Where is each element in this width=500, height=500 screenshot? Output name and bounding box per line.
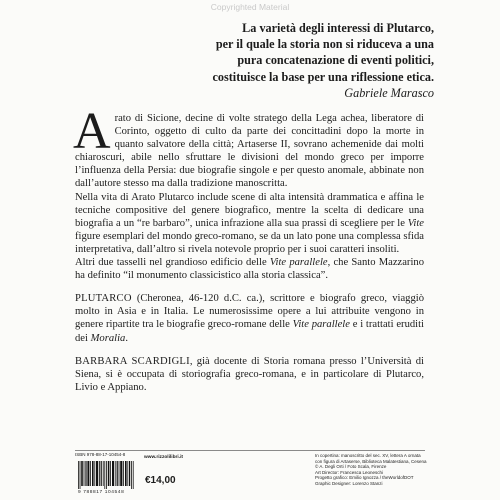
credit-line: Graphic Designer: Lorenzo Stanzi bbox=[315, 480, 383, 486]
bio-text: e i trattati eruditi dei bbox=[75, 319, 424, 344]
blurb-text bbox=[73, 103, 424, 394]
author-name: PLUTARCO bbox=[75, 293, 132, 305]
paragraph-text: , che Santo Mazzarino ha definito “il monumento classicistico alla storia classica”. bbox=[75, 257, 424, 282]
blurb-paragraph-3 bbox=[75, 256, 424, 282]
epigraph-author: Gabriele Marasco bbox=[344, 85, 434, 100]
barcode-block bbox=[75, 452, 140, 496]
paragraph-text: rato di Sicione, decine di volte stratego della Lega achea, liberatore di Corinto, oggetto di culto da parte dei concittadini dopo la morte in quanto salvatore della città; Artaserse II, sovrano achemenide dai molti chiaroscuri, abile nello sfruttare le divisioni del mondo greco per imporre l’influenza della Persia: due biografie singole e per questo anomale, abbinate non dall’autore stesso ma dalla tradizione manoscritta. bbox=[75, 113, 424, 190]
price: €14,00 bbox=[145, 475, 176, 486]
drop-cap: A bbox=[73, 103, 111, 160]
bio-text: (Cheronea, 46-120 d.C. ca.), scrittore e biografo greco, viaggiò molto in Asia e in Italia. Le numerosissime opere a lui attribuite vengono in genere ripartite tra le biografie greco-romane delle bbox=[75, 293, 424, 331]
editor-bio bbox=[75, 355, 424, 394]
credit-line: Art Director: Francesca Leoneschi bbox=[315, 469, 384, 475]
epigraph-line: La varietà degli interessi di Plutarco, bbox=[242, 21, 434, 35]
bio-text: . bbox=[125, 332, 128, 344]
credit-line: con figura di Artaserse, Biblioteca Malatestiana, Cesena bbox=[315, 458, 427, 464]
cover-credits bbox=[315, 453, 427, 487]
epigraph-line: costituisce la base per una riflessione etica. bbox=[212, 69, 434, 84]
epigraph bbox=[64, 20, 434, 101]
italic-title: Moralia bbox=[90, 332, 126, 344]
watermark: Copyrighted Material bbox=[210, 2, 290, 12]
epigraph-line: pura concatenazione di eventi politici, bbox=[237, 53, 434, 68]
barcode-number: 9 788817 104548 bbox=[78, 490, 125, 495]
publisher-website: www.rizzolilibri.it bbox=[144, 455, 183, 460]
paragraph-text: Altri due tasselli nel grandioso edificio delle bbox=[75, 257, 270, 269]
epigraph-line: per il quale la storia non si riduceva a una bbox=[215, 37, 434, 52]
credit-line: In copertina: manoscritto del sec. XV, lettera A ornata bbox=[315, 453, 421, 458]
italic-title: Vite parallele bbox=[292, 319, 350, 331]
editor-name: BARBARA SCARDIGLI bbox=[75, 355, 190, 367]
credit-line: © A. Degli Orti / Foto Scala, Firenze bbox=[315, 464, 387, 470]
divider bbox=[75, 450, 425, 451]
italic-title: Vite parallele bbox=[269, 257, 328, 269]
paragraph-text: figure esemplari del mondo greco-romano, se da un lato pone una complessa sfida interpretativa, dall’altro si rivela notevole proprio per i suoi caratteri insoliti. bbox=[75, 230, 424, 255]
bio-text: , già docente di Storia romana presso l’Università di Siena, si è occupata di storiografia greco-romana, e in particolare di Plutarco, Livio e Appiano. bbox=[75, 355, 424, 393]
italic-title: Vite bbox=[407, 217, 424, 229]
blurb-paragraph-1 bbox=[73, 103, 424, 191]
credit-line: Progetto grafico: Emilio Ignozza / theWorldofDOT bbox=[315, 475, 414, 481]
author-bio bbox=[75, 292, 424, 344]
isbn-label: ISBN 978-88-17-10454-8 bbox=[75, 452, 126, 457]
paragraph-text: Nella vita di Arato Plutarco include scene di alta intensità drammatica e affina le tecniche compositive del genere biografico, mentre la scelta di dedicare una biografia a un “re barbaro”, unica infrazione alla sua prassi di scegliere per le bbox=[75, 191, 424, 229]
barcode-icon bbox=[77, 461, 137, 491]
blurb-paragraph-2 bbox=[75, 191, 424, 256]
